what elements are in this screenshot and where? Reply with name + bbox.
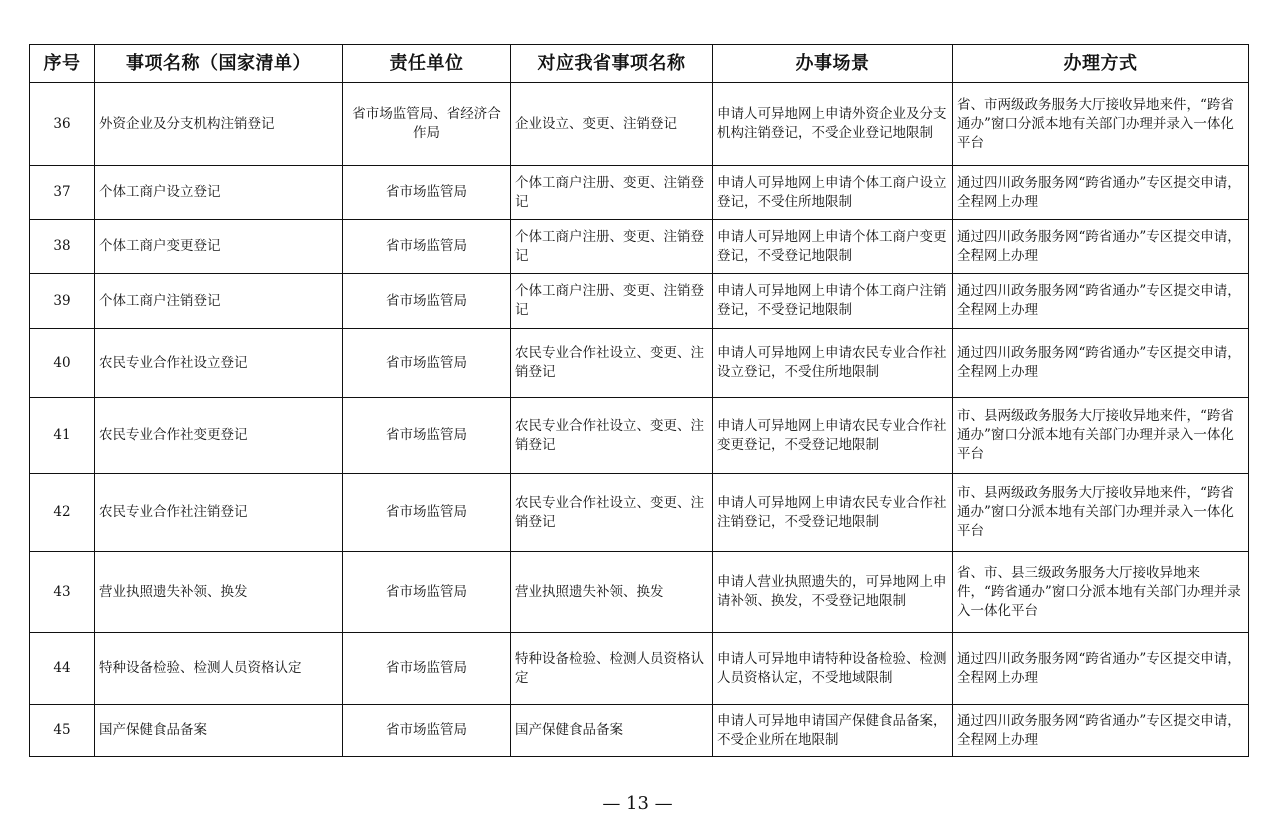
row-scene: 申请人可异地申请国产保健食品备案，不受企业所在地限制 (713, 705, 953, 757)
row-method: 市、县两级政务服务大厅接收异地来件，“跨省通办”窗口分派本地有关部门办理并录入一体化平台 (953, 474, 1249, 552)
row-province: 个体工商户注册、变更、注销登记 (511, 166, 713, 220)
row-unit: 省市场监管局 (343, 705, 511, 757)
row-method: 市、县两级政务服务大厅接收异地来件，“跨省通办”窗口分派本地有关部门办理并录入一体化平台 (953, 398, 1249, 474)
row-num: 45 (30, 705, 95, 757)
row-scene: 申请人可异地网上申请农民专业合作社注销登记，不受登记地限制 (713, 474, 953, 552)
row-num: 42 (30, 474, 95, 552)
row-province: 特种设备检验、检测人员资格认定 (511, 633, 713, 705)
row-unit: 省市场监管局、省经济合作局 (343, 83, 511, 166)
row-name: 个体工商户设立登记 (95, 166, 343, 220)
table-row (30, 552, 1249, 633)
table-header-row (30, 45, 1249, 83)
row-name: 农民专业合作社注销登记 (95, 474, 343, 552)
row-unit: 省市场监管局 (343, 220, 511, 274)
row-num: 38 (30, 220, 95, 274)
row-name: 特种设备检验、检测人员资格认定 (95, 633, 343, 705)
row-unit: 省市场监管局 (343, 329, 511, 398)
row-province: 国产保健食品备案 (511, 705, 713, 757)
row-province: 营业执照遗失补领、换发 (511, 552, 713, 633)
row-unit: 省市场监管局 (343, 633, 511, 705)
row-unit: 省市场监管局 (343, 552, 511, 633)
row-name: 营业执照遗失补领、换发 (95, 552, 343, 633)
row-method: 通过四川政务服务网“跨省通办”专区提交申请，全程网上办理 (953, 166, 1249, 220)
header-num: 序号 (30, 45, 95, 83)
table-row (30, 705, 1249, 757)
table-row (30, 274, 1249, 329)
table-row (30, 166, 1249, 220)
table-row (30, 83, 1249, 166)
row-num: 43 (30, 552, 95, 633)
header-unit: 责任单位 (343, 45, 511, 83)
row-method: 通过四川政务服务网“跨省通办”专区提交申请，全程网上办理 (953, 705, 1249, 757)
row-province: 个体工商户注册、变更、注销登记 (511, 274, 713, 329)
row-province: 企业设立、变更、注销登记 (511, 83, 713, 166)
row-num: 39 (30, 274, 95, 329)
row-method: 通过四川政务服务网“跨省通办”专区提交申请，全程网上办理 (953, 220, 1249, 274)
table-row (30, 474, 1249, 552)
row-scene: 申请人可异地网上申请农民专业合作社设立登记，不受住所地限制 (713, 329, 953, 398)
row-scene: 申请人可异地网上申请个体工商户设立登记，不受住所地限制 (713, 166, 953, 220)
row-method: 通过四川政务服务网“跨省通办”专区提交申请，全程网上办理 (953, 633, 1249, 705)
row-method: 省、市两级政务服务大厅接收异地来件，“跨省通办”窗口分派本地有关部门办理并录入一体化平台 (953, 83, 1249, 166)
row-unit: 省市场监管局 (343, 398, 511, 474)
row-scene: 申请人可异地网上申请个体工商户注销登记，不受登记地限制 (713, 274, 953, 329)
row-province: 个体工商户注册、变更、注销登记 (511, 220, 713, 274)
row-num: 36 (30, 83, 95, 166)
row-num: 37 (30, 166, 95, 220)
header-name: 事项名称（国家清单） (95, 45, 343, 83)
row-name: 农民专业合作社设立登记 (95, 329, 343, 398)
row-scene: 申请人可异地网上申请个体工商户变更登记，不受登记地限制 (713, 220, 953, 274)
row-num: 44 (30, 633, 95, 705)
row-method: 省、市、县三级政务服务大厅接收异地来件，“跨省通办”窗口分派本地有关部门办理并录入一体化平台 (953, 552, 1249, 633)
header-method: 办理方式 (953, 45, 1249, 83)
service-table (29, 44, 1249, 757)
page-number: — 13 — (602, 793, 673, 814)
row-province: 农民专业合作社设立、变更、注销登记 (511, 474, 713, 552)
row-scene: 申请人可异地网上申请农民专业合作社变更登记，不受登记地限制 (713, 398, 953, 474)
row-unit: 省市场监管局 (343, 274, 511, 329)
header-province: 对应我省事项名称 (511, 45, 713, 83)
row-name: 个体工商户注销登记 (95, 274, 343, 329)
row-num: 40 (30, 329, 95, 398)
table-row (30, 398, 1249, 474)
table-row (30, 220, 1249, 274)
row-scene: 申请人营业执照遗失的，可异地网上申请补领、换发，不受登记地限制 (713, 552, 953, 633)
row-unit: 省市场监管局 (343, 474, 511, 552)
row-province: 农民专业合作社设立、变更、注销登记 (511, 329, 713, 398)
row-num: 41 (30, 398, 95, 474)
row-name: 农民专业合作社变更登记 (95, 398, 343, 474)
row-scene: 申请人可异地申请特种设备检验、检测人员资格认定，不受地域限制 (713, 633, 953, 705)
table-row (30, 329, 1249, 398)
table-row (30, 633, 1249, 705)
row-method: 通过四川政务服务网“跨省通办”专区提交申请，全程网上办理 (953, 274, 1249, 329)
row-name: 个体工商户变更登记 (95, 220, 343, 274)
row-name: 外资企业及分支机构注销登记 (95, 83, 343, 166)
row-unit: 省市场监管局 (343, 166, 511, 220)
header-scene: 办事场景 (713, 45, 953, 83)
row-scene: 申请人可异地网上申请外资企业及分支机构注销登记，不受企业登记地限制 (713, 83, 953, 166)
row-name: 国产保健食品备案 (95, 705, 343, 757)
row-province: 农民专业合作社设立、变更、注销登记 (511, 398, 713, 474)
row-method: 通过四川政务服务网“跨省通办”专区提交申请，全程网上办理 (953, 329, 1249, 398)
